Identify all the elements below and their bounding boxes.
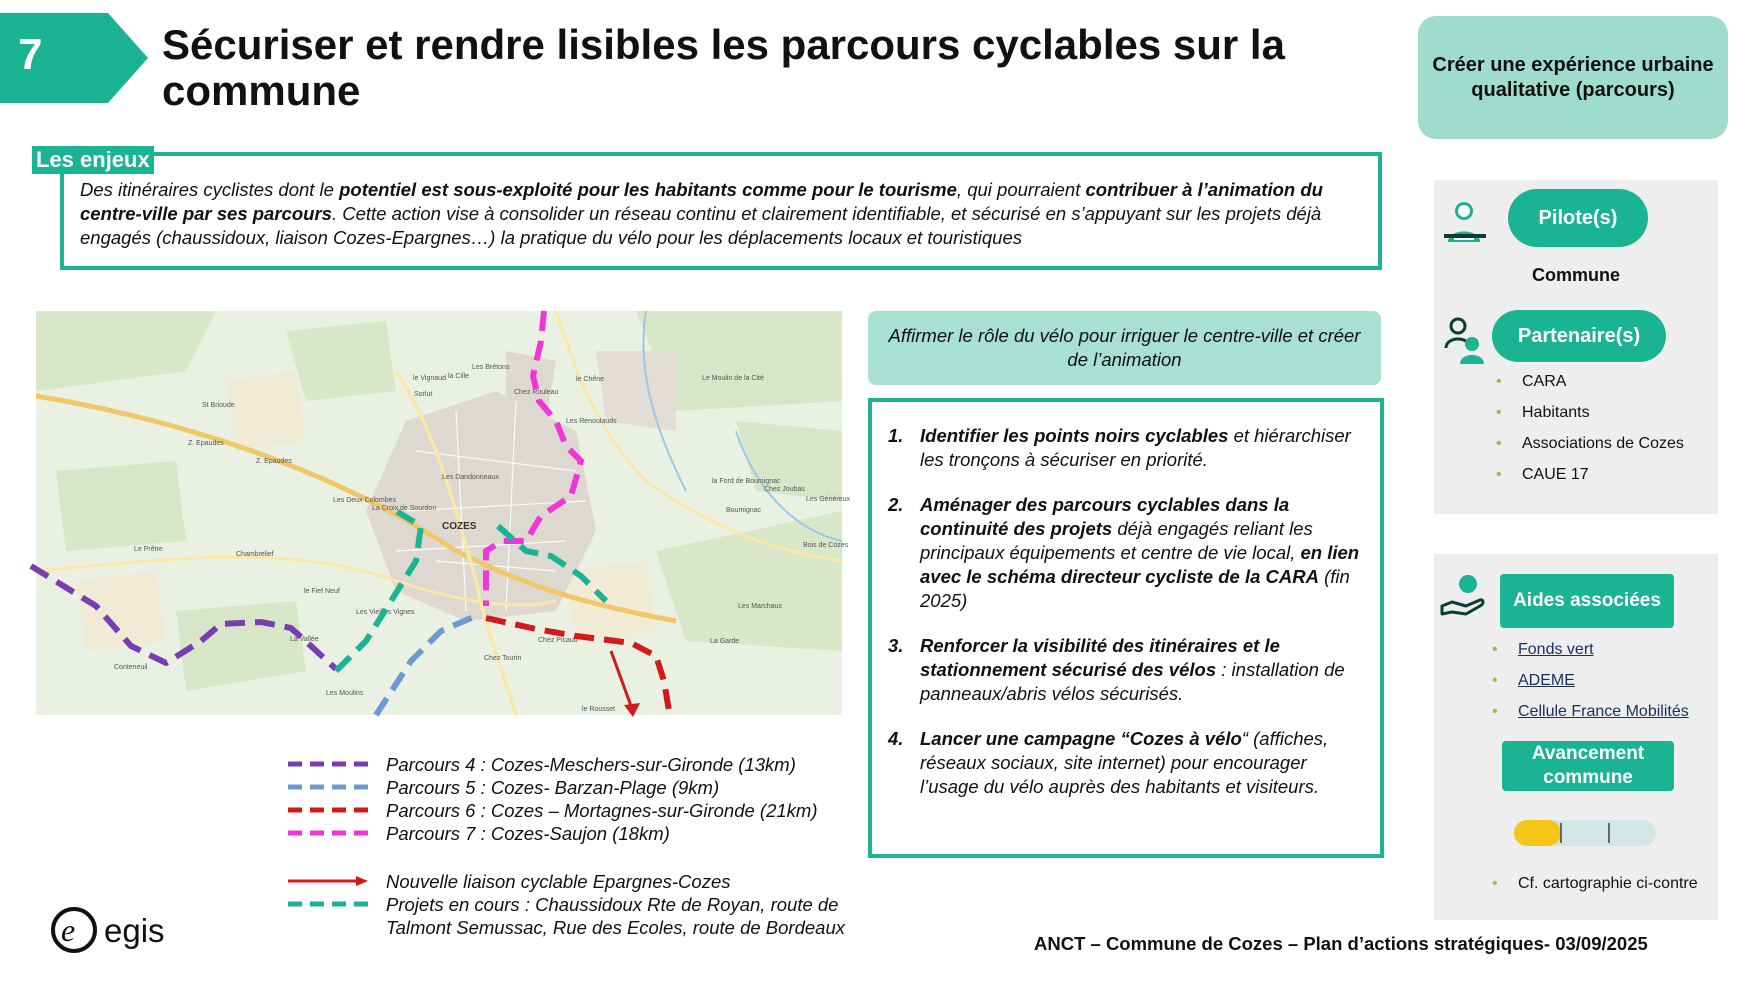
map-label: Z. Epaudes: [256, 458, 292, 465]
egis-logo: [50, 902, 180, 958]
legend-swatch: [288, 828, 368, 838]
map-label: Les Brétons: [472, 364, 510, 371]
cycling-map: [36, 311, 850, 715]
theme-box: Créer une expérience urbaine qualitative (parcours): [1418, 16, 1728, 139]
legend-arrow-swatch: [288, 876, 368, 886]
map-label: La Vallée: [290, 636, 319, 643]
map-label: le Chêne: [576, 376, 605, 383]
footer: ANCT – Commune de Cozes – Plan d’actions stratégiques- 03/09/2025: [1034, 933, 1648, 954]
aides-badge: Aides associées: [1500, 574, 1674, 628]
map-label: le Fief Neuf: [304, 588, 340, 595]
avancement-badge: Avancement commune: [1502, 741, 1674, 791]
pilote-value: Commune: [1532, 265, 1621, 285]
map-label: Boumignac: [726, 507, 762, 514]
action-item: 2. Aménager des parcours cyclables dans la continuité des projets déjà engagés reliant les principaux équipements et centre de vie local, en lien avec le schéma directeur cycliste de la CARA (fin 2025): [888, 494, 1360, 611]
partners-list: [1494, 372, 1684, 496]
map-label: Le Moulin de la Cité: [702, 375, 764, 382]
map-label: la Ford de Boumignac: [712, 478, 781, 485]
map-label: le Rousset: [582, 706, 616, 713]
map-label: La Croix de Sourdon: [372, 505, 437, 512]
enjeux-label: Les enjeux: [32, 146, 154, 174]
map-label: la Cille: [448, 373, 470, 380]
map-label: le Vignaud: [413, 375, 446, 382]
map-label: Les Moulins: [326, 690, 364, 697]
progress-tick: [1608, 823, 1610, 843]
avancement-note: • Cf. cartographie ci-contre: [1490, 874, 1698, 905]
action-item: 4. Lancer une campagne “Cozes à vélo“ (affiches, réseaux sociaux, site internet) pour encourager l’usage du vélo auprès des habitants et visiteurs.: [888, 728, 1329, 797]
svg-text:egis: egis: [104, 912, 165, 949]
map-town-label: COZES: [442, 521, 477, 532]
map-label: Chez Picaud: [538, 637, 578, 644]
partner-item: • Habitants: [1494, 403, 1684, 434]
objective-box: Affirmer le rôle du vélo pour irriguer le centre-ville et créer de l’animation: [868, 311, 1381, 385]
legend-swatch: [288, 899, 368, 909]
avancement-note-list: [1490, 874, 1698, 905]
map-label: St Brioude: [202, 402, 235, 409]
partner-item: • CARA: [1494, 372, 1684, 403]
progress-tick: [1560, 823, 1562, 843]
map-label: Les Marchaux: [738, 603, 782, 610]
legend-swatch: [288, 782, 368, 792]
partner-item: • Associations de Cozes: [1494, 434, 1684, 465]
svg-text:e: e: [61, 912, 76, 948]
partner-item: • CAUE 17: [1494, 465, 1684, 496]
progress-fill: [1514, 820, 1561, 846]
map-label: Chez Joubas: [764, 486, 805, 493]
aide-link[interactable]: • Fonds vert: [1490, 640, 1689, 671]
action-number: 7: [18, 30, 43, 79]
pilote-badge: Pilote(s): [1508, 189, 1648, 247]
aide-link[interactable]: • ADEME: [1490, 671, 1689, 702]
map-label: La Garde: [710, 638, 740, 645]
pilot-person-icon: [1442, 198, 1488, 248]
map-label: Bois de Cozes: [803, 542, 849, 549]
partners-people-icon: [1442, 316, 1488, 366]
map-label: Les Deux Colombes: [333, 497, 397, 504]
map-label: Chambrelief: [236, 551, 274, 558]
map-label: Le Prêtre: [134, 546, 163, 553]
map-label: Les Vieilles Vignes: [356, 609, 415, 616]
map-label: Chez Rouleau: [514, 389, 559, 396]
action-item: 3. Renforcer la visibilité des itinéraires et le stationnement sécurisé des vélos : installation de panneaux/abris vélos sécurisés.: [888, 635, 1345, 704]
aide-link[interactable]: • Cellule France Mobilités: [1490, 702, 1689, 733]
page-title: Sécuriser et rendre lisibles les parcours cyclables sur la commune: [162, 21, 1285, 114]
actions-box: [868, 398, 1384, 858]
map-label: Conteneuil: [114, 664, 148, 671]
aides-list: [1490, 640, 1689, 733]
avancement-progress-bar: [1514, 820, 1656, 846]
map-label: Chez Tourin: [484, 655, 522, 662]
legend-swatch: [288, 759, 368, 769]
action-item: 1. Identifier les points noirs cyclables et hiérarchiser les tronçons à sécuriser en priorité.: [888, 425, 1351, 470]
enjeux-box: Des itinéraires cyclistes dont le potentiel est sous-exploité pour les habitants comme pour le tourisme, qui pourraient contribuer à l’animation du centre-ville par ses parcours. Cette action vise à consolider un réseau continu et clairement identifiable, et sécurisé en s’appuyant sur les projets déjà engagés (chaussidoux, liaison Cozes-Epargnes…) la pratique du vélo pour les déplacements locaux et touristiques: [60, 152, 1382, 270]
map-label: Z. Epaudes: [188, 440, 224, 447]
partenaires-badge: Partenaire(s): [1492, 310, 1666, 362]
map-label: Les Renoulauds: [566, 418, 617, 425]
legend-swatch: [288, 805, 368, 815]
map-label: Les Généreux: [806, 496, 850, 503]
map-label: Sorlut: [414, 391, 433, 398]
map-label: Les Dandonneaux: [442, 474, 499, 481]
funding-hand-icon: [1440, 572, 1486, 622]
